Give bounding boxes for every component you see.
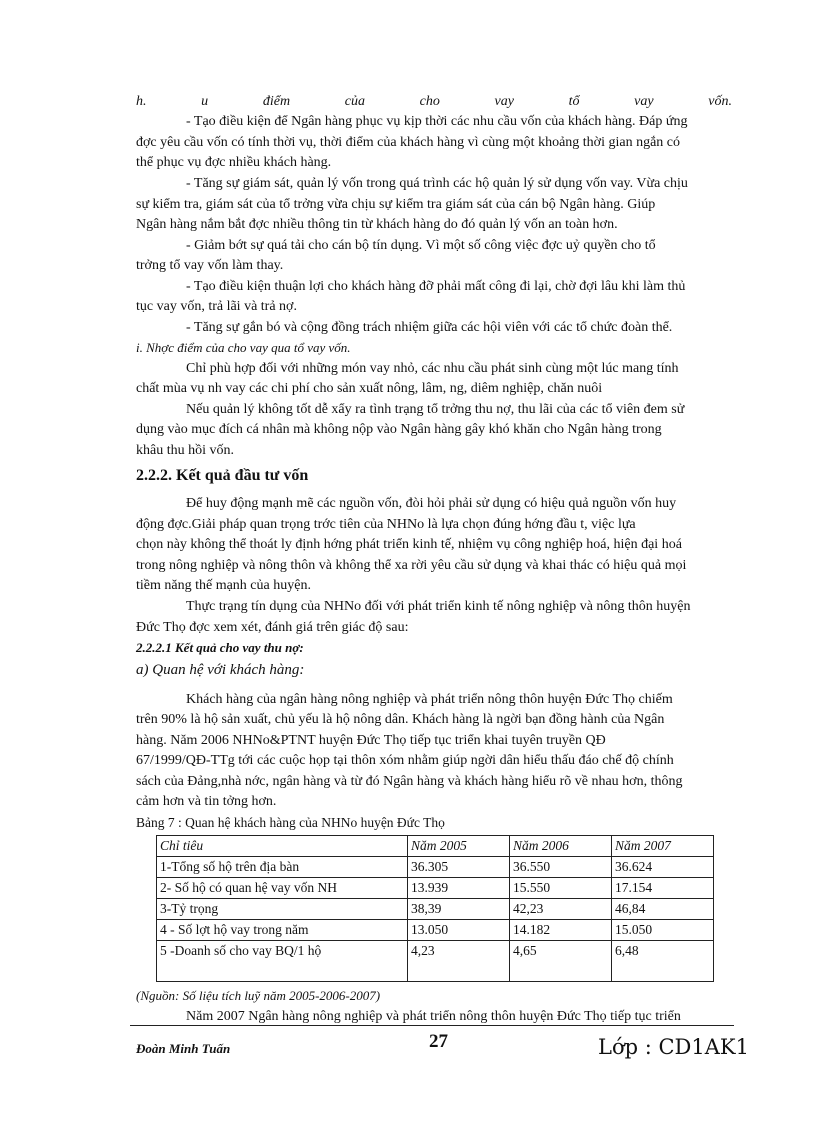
table-cell: 6,48 (612, 941, 714, 982)
table-caption: Bảng 7 : Quan hệ khách hàng của NHNo huyện Đức Thọ (136, 815, 445, 830)
section-title: 2.2.2. Kết quả đầu tư vốn (136, 467, 309, 484)
paragraph-line: động đợc.Giải pháp quan trọng trớc tiên của NHNo là lựa chọn đúng hớng đầu t, việc lựa (136, 517, 636, 532)
paragraph-line: - Tăng sự gắn bó và cộng đồng trách nhiệm giữa các hội viên với các tổ chức đoàn thể. (186, 320, 673, 335)
table-cell: 15.050 (612, 920, 714, 941)
section-heading-advantages: h. u điểm của cho vay tổ vay vốn. (136, 94, 732, 109)
paragraph-line: dụng vào mục đích cá nhân mà không nộp vào Ngân hàng gây khó khăn cho Ngân hàng trong (136, 422, 662, 437)
table-cell: 2- Số hộ có quan hệ vay vốn NH (157, 878, 408, 899)
table-header-cell: Năm 2006 (510, 836, 612, 857)
footer-class: Lớp : CD1AK1 (598, 1035, 749, 1059)
table-cell: 17.154 (612, 878, 714, 899)
table-cell: 13.939 (408, 878, 510, 899)
paragraph-line: thể phục vụ đợc nhiều khách hàng. (136, 155, 332, 170)
table-cell: 36.624 (612, 857, 714, 878)
paragraph-line: hàng. Năm 2006 NHNo&PTNT huyện Đức Thọ tiếp tục triển khai tuyên truyền QĐ (136, 733, 606, 748)
table-cell: 14.182 (510, 920, 612, 941)
footer-author: Đoàn Minh Tuấn (136, 1041, 231, 1056)
table-cell: 4 - Số lợt hộ vay trong năm (157, 920, 408, 941)
table-row (157, 920, 714, 941)
paragraph-line: Ngân hàng nắm bắt đợc nhiều thông tin từ khách hàng do đó quản lý vốn an toàn hơn. (136, 217, 618, 232)
paragraph-line: Để huy động mạnh mẽ các nguồn vốn, đòi hỏi phải sử dụng có hiệu quả nguồn vốn huy (186, 496, 677, 511)
source-note: (Nguồn: Số liệu tích luỹ năm 2005-2006-2007) (136, 988, 381, 1003)
table-cell: 4,23 (408, 941, 510, 982)
paragraph-line: Năm 2007 Ngân hàng nông nghiệp và phát triển nông thôn huyện Đức Thọ tiếp tục triển (186, 1009, 681, 1024)
paragraph-line: tiềm năng thế mạnh của huyện. (136, 578, 311, 593)
paragraph-line: - Giảm bớt sự quá tải cho cán bộ tín dụng. Vì một số công việc đợc uỷ quyền cho tổ (186, 238, 656, 253)
paragraph-line: tục vay vốn, trả lãi và trả nợ. (136, 299, 297, 314)
paragraph-line: Chỉ phù hợp đối với những món vay nhỏ, các nhu cầu phát sinh cùng một lúc mang tính (186, 361, 679, 376)
table-cell: 3-Tỷ trọng (157, 899, 408, 920)
paragraph-line: sự kiểm tra, giám sát của tổ trởng vừa chịu sự kiểm tra giám sát của cán bộ Ngân hàng. Giúp (136, 197, 656, 212)
table-cell: 38,39 (408, 899, 510, 920)
table-cell: 42,23 (510, 899, 612, 920)
table-cell: 4,65 (510, 941, 612, 982)
paragraph-line: trên 90% là hộ sản xuất, chủ yếu là hộ nông dân. Khách hàng là ngời bạn đồng hành của Ngân (136, 712, 665, 727)
paragraph-line: Đức Thọ đợc xem xét, đánh giá trên giác độ sau: (136, 620, 409, 635)
subsection-heading: a) Quan hệ với khách hàng: (136, 662, 305, 678)
paragraph-line: chất mùa vụ nh vay các chi phí cho sản xuất nông, lâm, ng, diêm nghiệp, chăn nuôi (136, 381, 603, 396)
paragraph-line: - Tạo điều kiện thuận lợi cho khách hàng đỡ phải mất công đi lại, chờ đợi lâu khi làm thủ (186, 279, 686, 294)
table-cell: 36.305 (408, 857, 510, 878)
table-cell: 1-Tổng số hộ trên địa bàn (157, 857, 408, 878)
table-row (157, 878, 714, 899)
table-cell: 36.550 (510, 857, 612, 878)
customer-relations-table (156, 835, 714, 982)
table-header-cell: Năm 2005 (408, 836, 510, 857)
table-cell: 13.050 (408, 920, 510, 941)
table-cell: 46,84 (612, 899, 714, 920)
paragraph-line: sách của Đảng,nhà nớc, ngân hàng và từ đó Ngân hàng và khách hàng hiểu rõ về nhau hơn, thông (136, 774, 683, 789)
table-row (157, 857, 714, 878)
table-row (157, 899, 714, 920)
table-header-row (157, 836, 714, 857)
footer-divider (130, 1025, 734, 1026)
section-heading-disadvantages: i. Nhợc điểm của cho vay qua tổ vay vốn. (136, 340, 351, 355)
paragraph-line: trởng tổ vay vốn làm thay. (136, 258, 284, 273)
paragraph-line: chọn này không thể thoát ly định hớng phát triển kinh tế, nhiệm vụ công nghiệp hoá, hiện đại hoá (136, 537, 682, 552)
paragraph-line: 67/1999/QĐ-TTg tới các cuộc họp tại thôn xóm nhằm giúp ngời dân hiểu thấu đáo chế độ chính (136, 753, 674, 768)
paragraph-line: Nếu quản lý không tốt dễ xẩy ra tình trạng tổ trởng thu nợ, thu lãi của các tổ viên đem sử (186, 402, 685, 417)
paragraph-line: trong nông nghiệp và nông thôn và không thể xa rời yêu cầu sử dụng và khai thác có hiệu quả mọi (136, 558, 687, 573)
subsection-title: 2.2.2.1 Kết quả cho vay thu nợ: (136, 640, 304, 655)
table-cell: 5 -Doanh số cho vay BQ/1 hộ (157, 941, 408, 982)
paragraph-line: khâu thu hồi vốn. (136, 443, 234, 458)
table-cell: 15.550 (510, 878, 612, 899)
table-header-cell: Năm 2007 (612, 836, 714, 857)
paragraph-line: cảm hơn và tin tởng hơn. (136, 794, 277, 809)
paragraph-line: Thực trạng tín dụng của NHNo đối với phát triển kinh tế nông nghiệp và nông thôn huyện (186, 599, 691, 614)
paragraph-line: - Tạo điều kiện để Ngân hàng phục vụ kịp thời các nhu cầu vốn của khách hàng. Đáp ứng (186, 114, 688, 129)
table-header-cell: Chỉ tiêu (157, 836, 408, 857)
paragraph-line: - Tăng sự giám sát, quản lý vốn trong quá trình các hộ quản lý sử dụng vốn vay. Vừa chịu (186, 176, 688, 191)
table-row (157, 941, 714, 982)
paragraph-line: Khách hàng của ngân hàng nông nghiệp và phát triển nông thôn huyện Đức Thọ chiếm (186, 692, 673, 707)
page-number: 27 (429, 1031, 448, 1052)
paragraph-line: đợc yêu cầu vốn có tính thời vụ, thời điểm của khách hàng vì cùng một khoảng thời gian ngắn có (136, 135, 680, 150)
